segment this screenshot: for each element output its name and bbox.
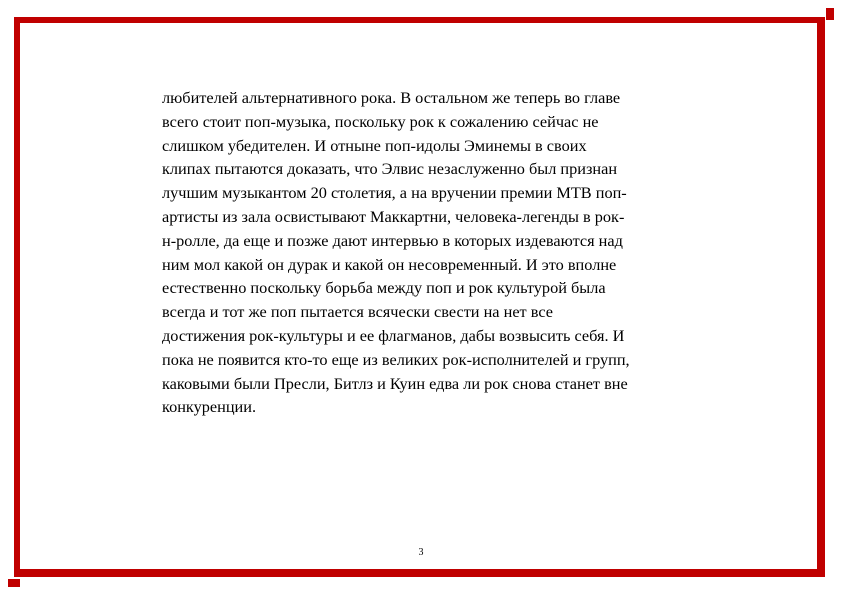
text-line: естественно поскольку борьба между поп и рок культурой была	[162, 278, 606, 298]
text-line: всегда и тот же поп пытается всячески свести на нет все	[162, 302, 553, 322]
page-number: 3	[418, 547, 424, 558]
text-line: достижения рок-культуры и ее флагманов, дабы возвысить себя. И	[162, 325, 625, 345]
text-line: н-ролле, да еще и позже дают интервью в которых издеваются над	[162, 230, 623, 250]
text-line: клипах пытаются доказать, что Элвис незаслуженно был признан	[162, 159, 618, 179]
text-line: конкуренции.	[162, 397, 257, 417]
text-line: слишком убедителен. И отныне поп-идолы Эминемы в своих	[162, 135, 587, 155]
text-line: каковыми были Пресли, Битлз и Куин едва ли рок снова станет вне	[162, 373, 628, 393]
text-line: артисты из зала освистывают Маккартни, человека-легенды в рок-	[162, 206, 625, 226]
text-line: лучшим музыкантом 20 столетия, а на вручении премии МТВ поп-	[162, 183, 627, 203]
frame-corner-bottom-left	[8, 579, 20, 587]
body-paragraph	[162, 86, 742, 419]
text-line: любителей альтернативного рока. В остальном же теперь во главе	[162, 88, 621, 107]
text-line: ним мол какой он дурак и какой он несовременный. И это вполне	[162, 254, 617, 274]
frame-corner-top-right	[826, 8, 834, 20]
text-line: всего стоит поп-музыка, поскольку рок к сожалению сейчас не	[162, 111, 599, 131]
text-line: пока не появится кто-то еще из великих рок-исполнителей и групп,	[162, 349, 630, 369]
